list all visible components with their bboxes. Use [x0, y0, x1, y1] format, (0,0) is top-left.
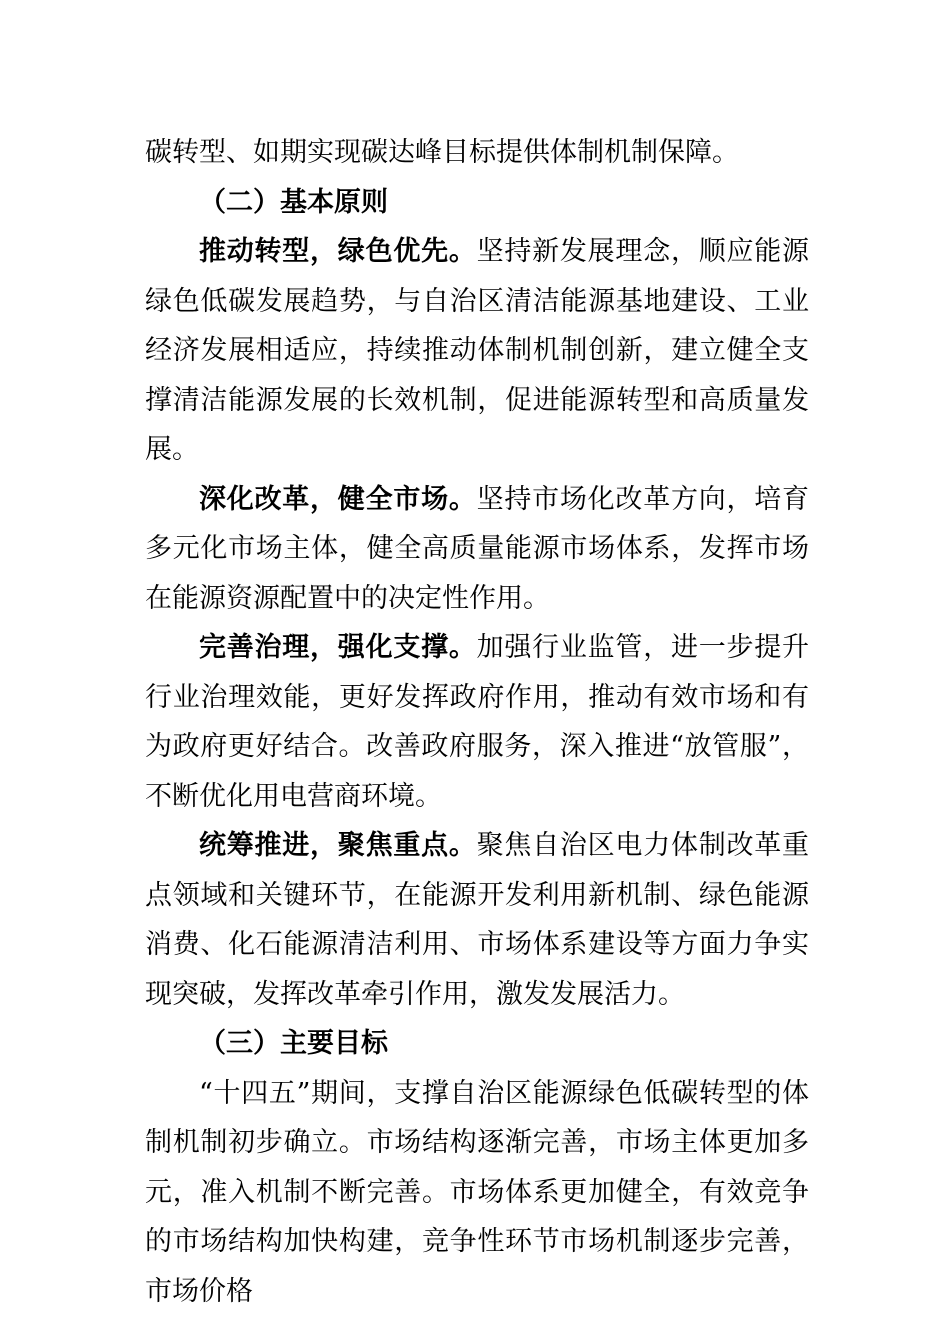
- section-heading-goals: （三）主要目标: [199, 1028, 388, 1059]
- intro-paragraph: 碳转型、如期实现碳达峰目标提供体制机制保障。: [145, 137, 739, 168]
- principle-lead: 深化改革，健全市场。: [199, 483, 477, 515]
- principle-body: 坚持新发展理念，顺应能源绿色低碳发展趋势，与自治区清洁能源基地建设、工业经济发展相适应，持续推动体制机制创新，建立健全支撑清洁能源发展的长效机制，促进能源转型和高质量发展。: [145, 236, 810, 465]
- principle-paragraph-governance: [145, 623, 809, 821]
- document-body: [145, 128, 809, 1316]
- principle-lead: 完善治理，强化支撑。: [199, 632, 477, 663]
- principle-paragraph-reform: [145, 475, 809, 624]
- principle-body: 坚持市场化改革方向，培育多元化市场主体，健全高质量能源市场体系，发挥市场在能源资源配置中的决定性作用。: [145, 483, 810, 614]
- principle-lead: 推动转型，绿色优先。: [199, 236, 477, 267]
- principle-lead: 统筹推进，聚焦重点。: [199, 830, 477, 861]
- principle-paragraph-transition: [145, 227, 809, 475]
- goals-paragraph: “十四五”期间，支撑自治区能源绿色低碳转型的体制机制初步确立。市场结构逐渐完善，市场主体更加多元，准入机制不断完善。市场体系更加健全，有效竞争的市场结构加快构建，竞争性环节市场机制逐步完善，市场价格: [145, 1077, 809, 1307]
- section-heading-principles: （二）基本原则: [199, 186, 388, 218]
- principle-paragraph-focus: [145, 821, 809, 1019]
- principle-body: 聚焦自治区电力体制改革重点领域和关键环节，在能源开发利用新机制、绿色能源消费、化石能源清洁利用、市场体系建设等方面力争实现突破，发挥改革牵引作用，激发发展活力。: [145, 830, 810, 1010]
- principle-body: 加强行业监管，进一步提升行业治理效能，更好发挥政府作用，推动有效市场和有为政府更好结合。改善政府服务，深入推进“放管服”，不断优化用电营商环境。: [145, 632, 810, 812]
